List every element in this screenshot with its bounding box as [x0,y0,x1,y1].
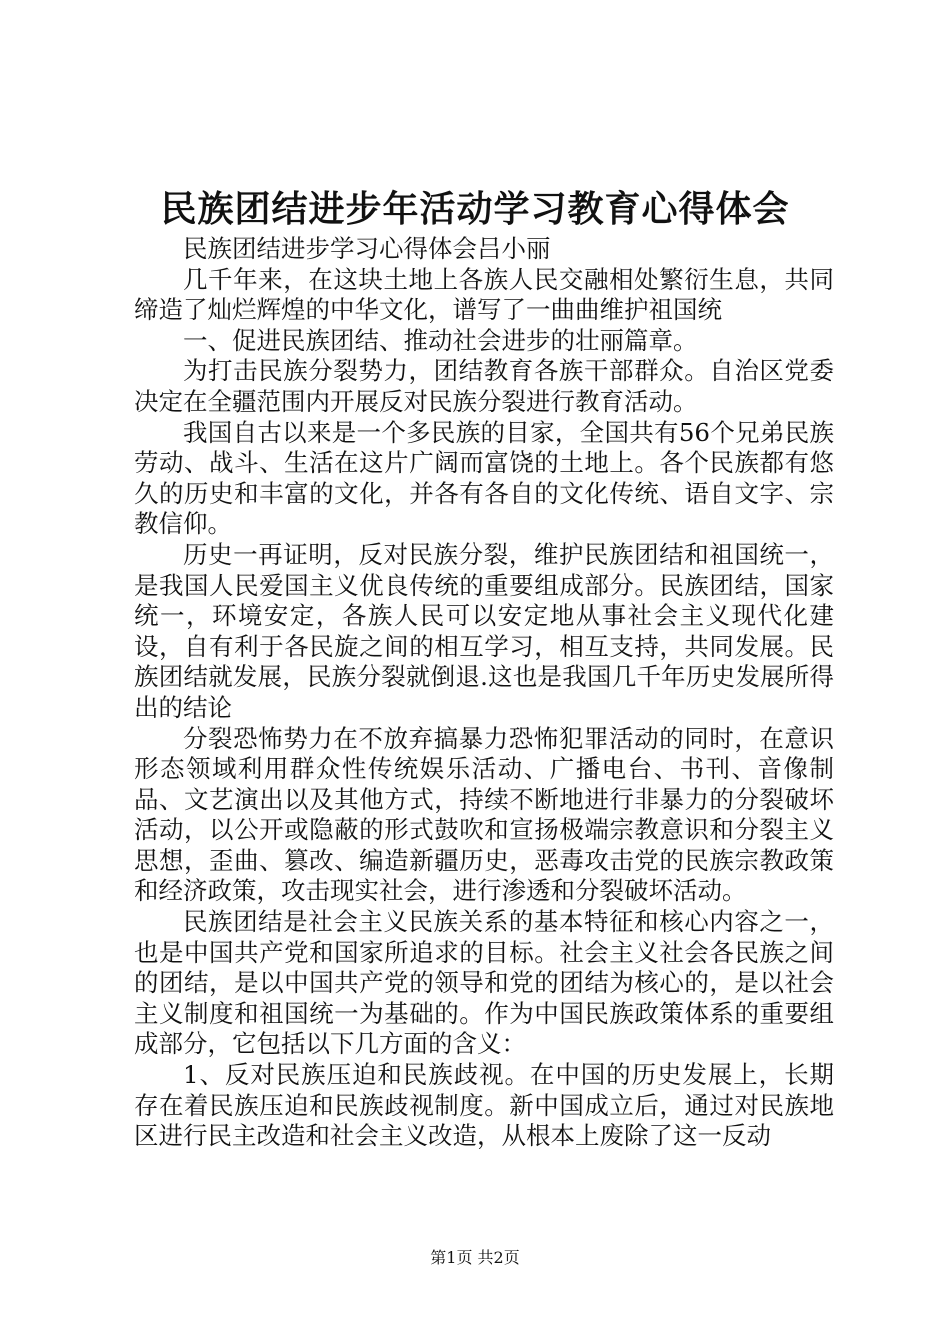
paragraph: 分裂恐怖势力在不放弃搞暴力恐怖犯罪活动的同时，在意识形态领域利用群众性传统娱乐活动、广播电台、书刊、音像制品、文艺演出以及其他方式，持续不断地进行非暴力的分裂破坏活动，以公开或隐蔽的形式鼓吹和宣扬极端宗教意识和分裂主义思想，歪曲、篡改、编造新疆历史，恶毒攻击党的民族宗教政策和经济政策，攻击现实社会，进行渗透和分裂破坏活动。 [134,723,834,906]
paragraph: 我国自古以来是一个多民族的目家，全国共有56个兄弟民族劳动、战斗、生活在这片广阔而富饶的土地上。各个民族都有悠久的历史和丰富的文化，并各有各自的文化传统、语自文字、宗教信仰。 [134,417,834,539]
paragraph: 民族团结是社会主义民族关系的基本特征和核心内容之一，也是中国共产党和国家所追求的目标。社会主义社会各民族之间的团结，是以中国共产党的领导和党的团结为核心的，是以社会主义制度和祖国统一为基础的。作为中国民族政策体系的重要组成部分，它包括以下几方面的含义： [134,907,834,1059]
page-number-footer: 第1页 共2页 [430,1248,520,1267]
paragraph: 民族团结进步学习心得体会吕小丽 [183,234,551,263]
paragraph: 一、促进民族团结、推动社会进步的壮丽篇章。 [183,325,698,355]
paragraph: 几千年来，在这块土地上各族人民交融相处繁衍生息，共同缔造了灿烂辉煌的中华文化，谱写了一曲曲维护祖国统 [134,264,834,325]
document-title: 民族团结进步年活动学习教育心得体会 [160,188,790,230]
paragraph: 1、反对民族压迫和民族歧视。在中国的历史发展上，长期存在着民族压迫和民族歧视制度。新中国成立后，通过对民族地区进行民主改造和社会主义改造，从根本上废除了这一反动 [134,1060,834,1151]
paragraph: 为打击民族分裂势力，团结教育各族干部群众。自治区党委决定在全疆范围内开展反对民族分裂进行教育活动。 [134,356,834,416]
paragraph: 历史一再证明，反对民族分裂，维护民族团结和祖国统一，是我国人民爱国主义优良传统的重要组成部分。民族团结，国家统一，环境安定，各族人民可以安定地从事社会主义现代化建设，自有利于各民旋之间的相互学习，相互支持，共同发展。民族团结就发展，民族分裂就倒退.这也是我国几千年历史发展所得出的结论 [134,539,834,722]
document-body [134,234,834,1152]
